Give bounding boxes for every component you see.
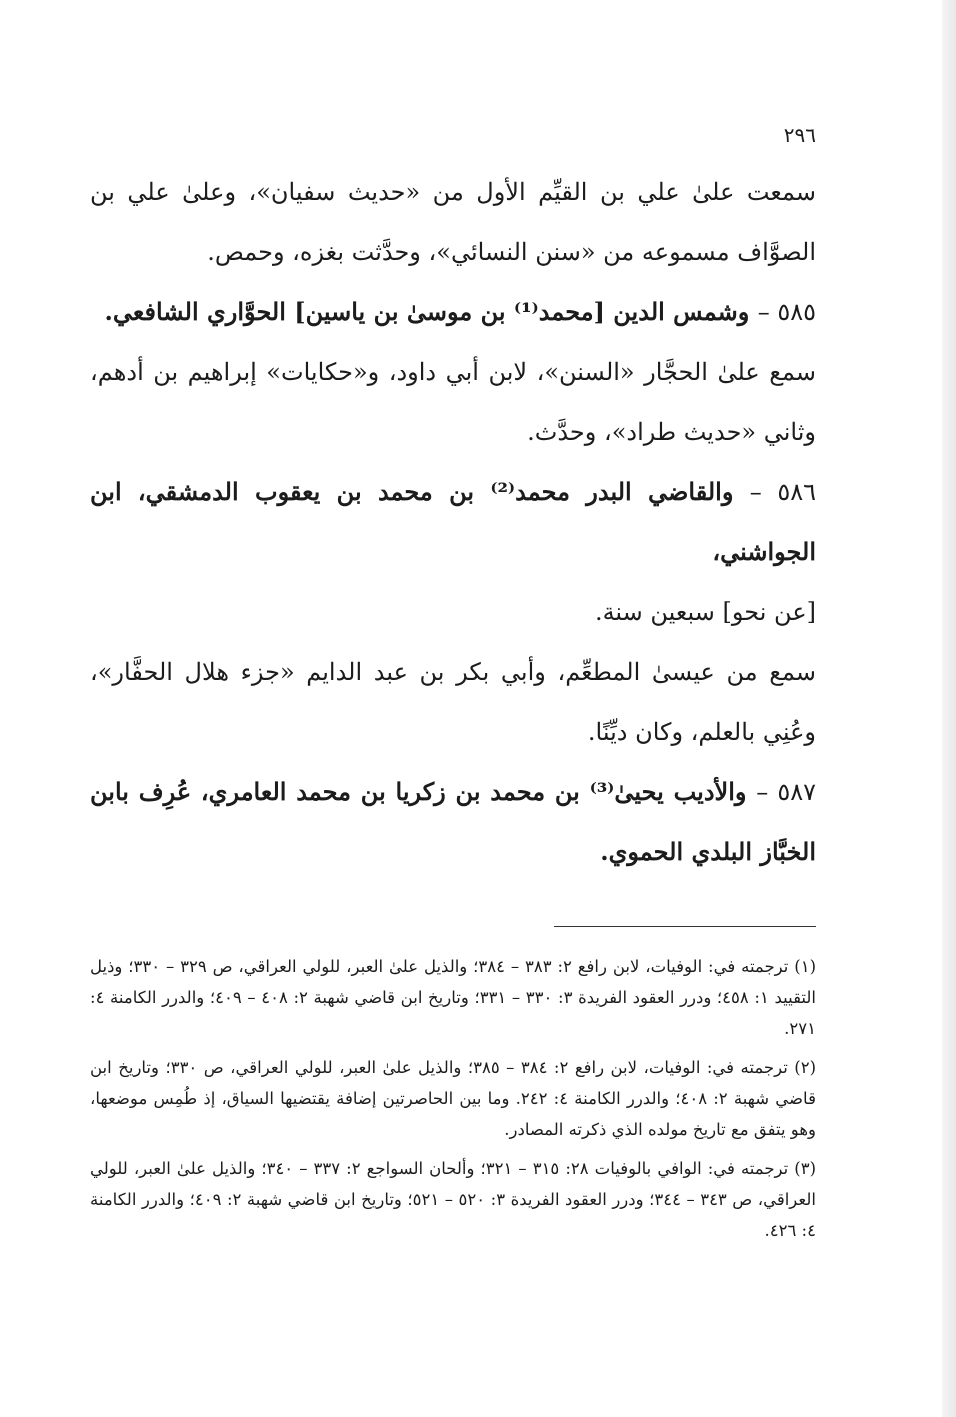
footnote-2: (٢) ترجمته في: الوفيات، لابن رافع ٢: ٣٨٤ – ٣٨٥؛ والذيل علىٰ العبر، للولي العراقي، ص ٣٣٠؛ وتاريخ ابن قاضي شهبة ٢: ٤٠٨؛ والدرر الكامنة ٤: ٢٤٢. وما بين الحاصرتين إضافة يقتضيها السياق، إذ طُمِس موضعها، وهو يتفق مع تاريخ مولده الذي ذكرته المصادر.	[90, 1058, 816, 1139]
paragraph-1: سمعت علىٰ علي بن القيِّم الأول من «حديث سفيان»، وعلىٰ علي بن الصوَّاف مسموعه من «سنن النسائي»، وحدَّثت بغزه، وحمص.	[90, 178, 816, 266]
footnote-1: (١) ترجمته في: الوفيات، لابن رافع ٢: ٣٨٣ – ٣٨٤؛ والذيل علىٰ العبر، للولي العراقي، ص ٣٢٩ – ٣٣٠؛ وذيل التقييد ١: ٤٥٨؛ ودرر العقود الفريدة ٣: ٣٣٠ – ٣٣١؛ وتاريخ ابن قاضي شهبة ٢: ٤٠٨ – ٤٠٩؛ والدرر الكامنة ٤: ٢٧١.	[90, 957, 817, 1038]
entry-586-number: ٥٨٦ –	[749, 478, 816, 506]
book-page	[90, 120, 816, 1254]
entry-587-name: والأديب يحيىٰ⁽³⁾ بن محمد بن زكريا بن محمد العامري، عُرِف بابن الخبَّاز البلدي الحموي.	[90, 777, 816, 866]
entry-585-name: وشمس الدين [محمد⁽¹⁾ بن موسىٰ بن ياسين] الحوَّاري الشافعي.	[104, 297, 750, 326]
footnotes	[90, 951, 816, 1246]
entry-585-number: ٥٨٥ –	[757, 298, 816, 326]
footnote-divider	[554, 926, 816, 927]
entry-586-name: والقاضي البدر محمد⁽²⁾ بن محمد بن يعقوب الدمشقي، ابن الجواشني،	[90, 477, 816, 566]
scan-edge-shadow	[942, 0, 956, 1417]
entry-587-heading	[90, 762, 816, 882]
entry-586-age: [عن نحو] سبعين سنة.	[594, 598, 816, 626]
entry-587-number: ٥٨٧ –	[756, 778, 817, 806]
footnote-3: (٣) ترجمته في: الوافي بالوفيات ٢٨: ٣١٥ – ٣٢١؛ وألحان السواجع ٢: ٣٣٧ – ٣٤٠؛ والذيل علىٰ العبر، للولي العراقي، ص ٣٤٣ – ٣٤٤؛ ودرر العقود الفريدة ٣: ٥٢٠ – ٥٢١؛ وتاريخ ابن قاضي شهبة ٢: ٤٠٩؛ والدرر الكامنة ٤: ٤٢٦.	[90, 1159, 817, 1240]
entry-586-heading	[90, 462, 816, 582]
entry-585-text: سمع علىٰ الحجَّار «السنن»، لابن أبي داود، و«حكايات» إبراهيم بن أدهم، وثاني «حديث طراد»، وحدَّث.	[90, 358, 816, 446]
main-text	[90, 162, 816, 882]
entry-585-heading	[90, 282, 816, 342]
page-number: ٢٩٦	[783, 123, 816, 147]
entry-586-text: سمع من عيسىٰ المطعِّم، وأبي بكر بن عبد الدايم «جزء هلال الحفَّار»، وعُنِي بالعلم، وكان ديِّنًا.	[90, 658, 816, 746]
